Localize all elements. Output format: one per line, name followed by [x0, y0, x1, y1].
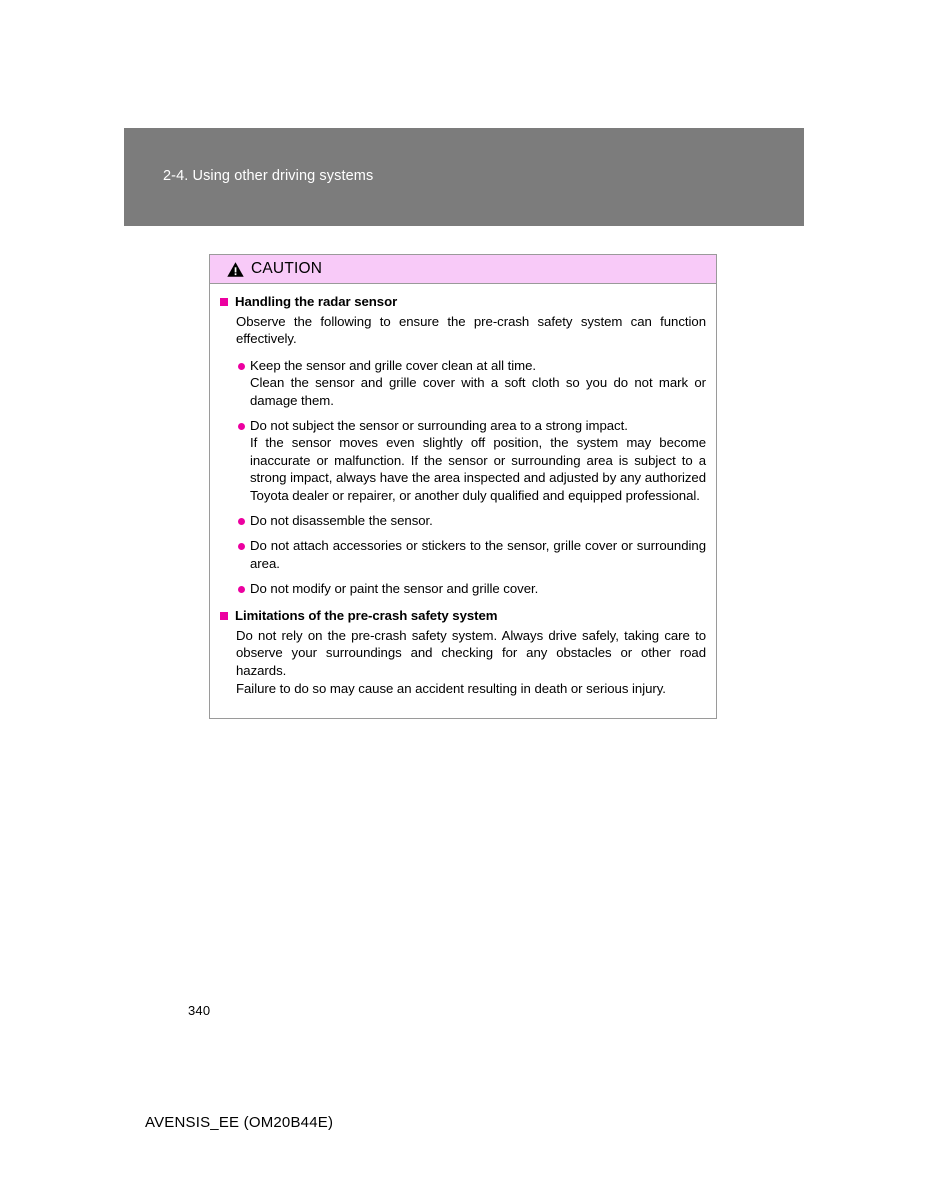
- square-bullet-icon: [220, 612, 228, 620]
- section-header-label: 2-4. Using other driving systems: [163, 168, 374, 184]
- list-item-lead: Do not subject the sensor or surrounding area to a strong impact.: [250, 418, 628, 434]
- round-bullet-icon: [238, 518, 245, 525]
- intro-paragraph: Observe the following to ensure the pre-crash safety system can function effectively.: [236, 314, 706, 347]
- heading-text: Limitations of the pre-crash safety system: [235, 607, 498, 623]
- list-item-lead: Keep the sensor and grille cover clean at all time.: [250, 357, 537, 373]
- list-item-detail: Clean the sensor and grille cover with a soft cloth so you do not mark or damage them.: [250, 375, 706, 408]
- limitations-paragraph-1: Do not rely on the pre-crash safety system. Always drive safely, taking care to observe your surroundings and checking for any obstacles or other road hazards.: [236, 627, 706, 678]
- list-item-detail: If the sensor moves even slightly off position, the system may become inaccurate or malfunction. If the sensor or surrounding area is subject to a strong impact, always have the area inspected and adjusted by any authorized Toyota dealer or repairer, or another duly qualified and equipped professional.: [250, 435, 706, 503]
- list-item-lead: Do not attach accessories or stickers to the sensor, grille cover or surrounding area.: [250, 538, 706, 571]
- warning-triangle-icon: [227, 262, 244, 277]
- round-bullet-icon: [238, 586, 245, 593]
- caution-section-heading-limitations: [220, 607, 706, 624]
- list-item-lead: Do not modify or paint the sensor and grille cover.: [250, 581, 539, 597]
- list-item: [220, 512, 706, 529]
- square-bullet-icon: [220, 298, 228, 306]
- round-bullet-icon: [238, 423, 245, 430]
- list-item: [220, 580, 706, 597]
- caution-box: [209, 254, 717, 719]
- heading-text: Handling the radar sensor: [235, 294, 398, 309]
- caution-title: CAUTION: [251, 260, 323, 277]
- caution-section-heading-radar-sensor: [220, 293, 706, 310]
- list-item: [220, 417, 706, 504]
- caution-body: [210, 284, 716, 718]
- page-number: 340: [188, 1003, 211, 1018]
- limitations-paragraph-2: Failure to do so may cause an accident resulting in death or serious injury.: [236, 680, 666, 696]
- round-bullet-icon: [238, 543, 245, 550]
- caution-header: [210, 255, 716, 284]
- list-item: [220, 537, 706, 572]
- list-item: [220, 357, 706, 409]
- section-header-bar: [124, 128, 804, 226]
- footer-document-code: AVENSIS_EE (OM20B44E): [145, 1114, 334, 1131]
- round-bullet-icon: [238, 363, 245, 370]
- intro-paragraph-group: [220, 313, 706, 348]
- list-item-lead: Do not disassemble the sensor.: [250, 513, 433, 529]
